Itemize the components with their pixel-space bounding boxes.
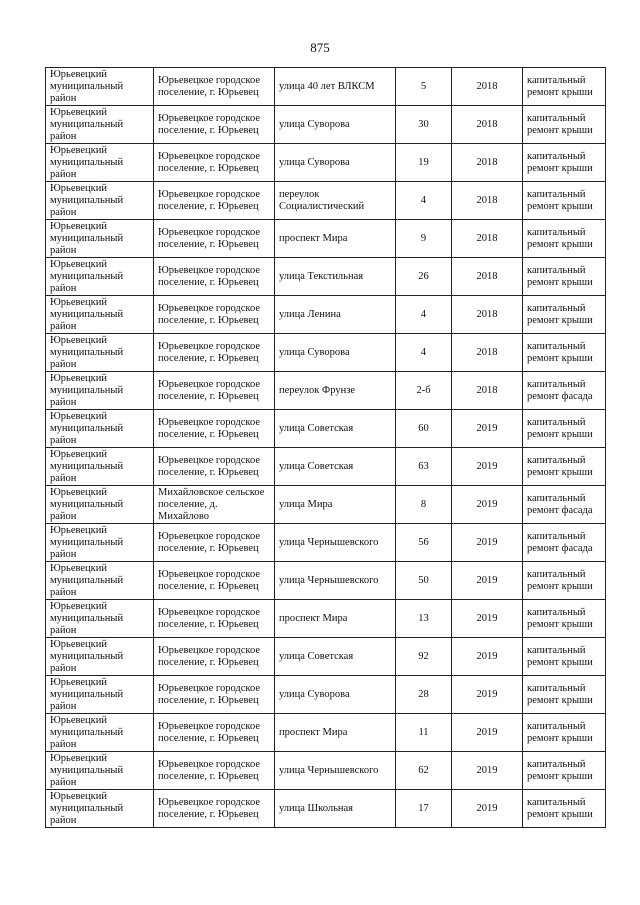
- house-number-cell: 50: [396, 562, 452, 600]
- municipality-cell: Юрьевецкий муниципальный район: [46, 334, 154, 372]
- work-type-cell: капитальный ремонт крыши: [523, 448, 606, 486]
- settlement-cell: Юрьевецкое городское поселение, г. Юрьевец: [154, 638, 275, 676]
- year-cell: 2018: [452, 334, 523, 372]
- street-cell: улица Советская: [275, 638, 396, 676]
- work-type-cell: капитальный ремонт фасада: [523, 486, 606, 524]
- table-row: [46, 410, 606, 448]
- settlement-cell: Юрьевецкое городское поселение, г. Юрьевец: [154, 752, 275, 790]
- house-number-cell: 62: [396, 752, 452, 790]
- street-cell: улица Ленина: [275, 296, 396, 334]
- municipality-cell: Юрьевецкий муниципальный район: [46, 600, 154, 638]
- house-number-cell: 2-б: [396, 372, 452, 410]
- street-cell: улица Советская: [275, 448, 396, 486]
- settlement-cell: Юрьевецкое городское поселение, г. Юрьевец: [154, 334, 275, 372]
- table-row: [46, 334, 606, 372]
- settlement-cell: Юрьевецкое городское поселение, г. Юрьевец: [154, 372, 275, 410]
- municipality-cell: Юрьевецкий муниципальный район: [46, 296, 154, 334]
- work-type-cell: капитальный ремонт крыши: [523, 296, 606, 334]
- table-row: [46, 524, 606, 562]
- table-row: [46, 790, 606, 828]
- house-number-cell: 4: [396, 182, 452, 220]
- work-type-cell: капитальный ремонт фасада: [523, 372, 606, 410]
- work-type-cell: капитальный ремонт крыши: [523, 220, 606, 258]
- municipality-cell: Юрьевецкий муниципальный район: [46, 372, 154, 410]
- settlement-cell: Юрьевецкое городское поселение, г. Юрьевец: [154, 448, 275, 486]
- table-body: [46, 68, 606, 828]
- work-type-cell: капитальный ремонт крыши: [523, 410, 606, 448]
- street-cell: проспект Мира: [275, 714, 396, 752]
- municipality-cell: Юрьевецкий муниципальный район: [46, 220, 154, 258]
- house-number-cell: 5: [396, 68, 452, 106]
- year-cell: 2018: [452, 68, 523, 106]
- year-cell: 2019: [452, 638, 523, 676]
- settlement-cell: Юрьевецкое городское поселение, г. Юрьевец: [154, 600, 275, 638]
- settlement-cell: Юрьевецкое городское поселение, г. Юрьевец: [154, 562, 275, 600]
- house-number-cell: 19: [396, 144, 452, 182]
- street-cell: улица Суворова: [275, 106, 396, 144]
- street-cell: переулок Социалистический: [275, 182, 396, 220]
- street-cell: улица Советская: [275, 410, 396, 448]
- street-cell: улица Суворова: [275, 334, 396, 372]
- house-number-cell: 63: [396, 448, 452, 486]
- municipality-cell: Юрьевецкий муниципальный район: [46, 752, 154, 790]
- settlement-cell: Юрьевецкое городское поселение, г. Юрьевец: [154, 676, 275, 714]
- work-type-cell: капитальный ремонт крыши: [523, 600, 606, 638]
- municipality-cell: Юрьевецкий муниципальный район: [46, 676, 154, 714]
- table-row: [46, 68, 606, 106]
- house-number-cell: 4: [396, 334, 452, 372]
- settlement-cell: Юрьевецкое городское поселение, г. Юрьевец: [154, 220, 275, 258]
- table-row: [46, 448, 606, 486]
- street-cell: улица Суворова: [275, 144, 396, 182]
- settlement-cell: Юрьевецкое городское поселение, г. Юрьевец: [154, 410, 275, 448]
- house-number-cell: 8: [396, 486, 452, 524]
- municipality-cell: Юрьевецкий муниципальный район: [46, 714, 154, 752]
- street-cell: улица Чернышевского: [275, 524, 396, 562]
- settlement-cell: Юрьевецкое городское поселение, г. Юрьевец: [154, 106, 275, 144]
- work-type-cell: капитальный ремонт крыши: [523, 144, 606, 182]
- work-type-cell: капитальный ремонт крыши: [523, 676, 606, 714]
- house-number-cell: 4: [396, 296, 452, 334]
- street-cell: проспект Мира: [275, 220, 396, 258]
- work-type-cell: капитальный ремонт крыши: [523, 790, 606, 828]
- year-cell: 2018: [452, 182, 523, 220]
- table-row: [46, 714, 606, 752]
- house-number-cell: 28: [396, 676, 452, 714]
- year-cell: 2019: [452, 790, 523, 828]
- municipality-cell: Юрьевецкий муниципальный район: [46, 790, 154, 828]
- settlement-cell: Юрьевецкое городское поселение, г. Юрьевец: [154, 296, 275, 334]
- municipality-cell: Юрьевецкий муниципальный район: [46, 68, 154, 106]
- settlement-cell: Юрьевецкое городское поселение, г. Юрьевец: [154, 790, 275, 828]
- year-cell: 2019: [452, 676, 523, 714]
- street-cell: улица Чернышевского: [275, 752, 396, 790]
- municipality-cell: Юрьевецкий муниципальный район: [46, 524, 154, 562]
- street-cell: улица Текстильная: [275, 258, 396, 296]
- year-cell: 2018: [452, 258, 523, 296]
- municipality-cell: Юрьевецкий муниципальный район: [46, 448, 154, 486]
- house-number-cell: 17: [396, 790, 452, 828]
- work-type-cell: капитальный ремонт крыши: [523, 562, 606, 600]
- year-cell: 2019: [452, 600, 523, 638]
- street-cell: улица Чернышевского: [275, 562, 396, 600]
- table-row: [46, 600, 606, 638]
- repair-schedule-table: [45, 67, 606, 828]
- work-type-cell: капитальный ремонт крыши: [523, 68, 606, 106]
- house-number-cell: 30: [396, 106, 452, 144]
- municipality-cell: Юрьевецкий муниципальный район: [46, 182, 154, 220]
- settlement-cell: Юрьевецкое городское поселение, г. Юрьевец: [154, 714, 275, 752]
- year-cell: 2019: [452, 524, 523, 562]
- municipality-cell: Юрьевецкий муниципальный район: [46, 410, 154, 448]
- street-cell: переулок Фрунзе: [275, 372, 396, 410]
- table-row: [46, 258, 606, 296]
- table-row: [46, 182, 606, 220]
- municipality-cell: Юрьевецкий муниципальный район: [46, 144, 154, 182]
- year-cell: 2018: [452, 106, 523, 144]
- work-type-cell: капитальный ремонт крыши: [523, 334, 606, 372]
- work-type-cell: капитальный ремонт крыши: [523, 752, 606, 790]
- table-row: [46, 486, 606, 524]
- municipality-cell: Юрьевецкий муниципальный район: [46, 562, 154, 600]
- year-cell: 2018: [452, 220, 523, 258]
- house-number-cell: 56: [396, 524, 452, 562]
- municipality-cell: Юрьевецкий муниципальный район: [46, 106, 154, 144]
- table-row: [46, 144, 606, 182]
- year-cell: 2019: [452, 448, 523, 486]
- settlement-cell: Юрьевецкое городское поселение, г. Юрьевец: [154, 144, 275, 182]
- municipality-cell: Юрьевецкий муниципальный район: [46, 638, 154, 676]
- settlement-cell: Юрьевецкое городское поселение, г. Юрьевец: [154, 258, 275, 296]
- settlement-cell: Юрьевецкое городское поселение, г. Юрьевец: [154, 68, 275, 106]
- page-number: 875: [310, 40, 330, 55]
- year-cell: 2018: [452, 144, 523, 182]
- table-row: [46, 562, 606, 600]
- work-type-cell: капитальный ремонт крыши: [523, 638, 606, 676]
- year-cell: 2019: [452, 410, 523, 448]
- table-row: [46, 296, 606, 334]
- work-type-cell: капитальный ремонт фасада: [523, 524, 606, 562]
- year-cell: 2019: [452, 562, 523, 600]
- settlement-cell: Михайловское сельское поселение, д. Михайлово: [154, 486, 275, 524]
- work-type-cell: капитальный ремонт крыши: [523, 106, 606, 144]
- table-row: [46, 372, 606, 410]
- house-number-cell: 9: [396, 220, 452, 258]
- municipality-cell: Юрьевецкий муниципальный район: [46, 258, 154, 296]
- house-number-cell: 26: [396, 258, 452, 296]
- house-number-cell: 60: [396, 410, 452, 448]
- table-row: [46, 676, 606, 714]
- house-number-cell: 13: [396, 600, 452, 638]
- street-cell: улица Суворова: [275, 676, 396, 714]
- year-cell: 2019: [452, 714, 523, 752]
- street-cell: улица 40 лет ВЛКСМ: [275, 68, 396, 106]
- street-cell: проспект Мира: [275, 600, 396, 638]
- year-cell: 2018: [452, 296, 523, 334]
- year-cell: 2019: [452, 752, 523, 790]
- street-cell: улица Школьная: [275, 790, 396, 828]
- year-cell: 2019: [452, 486, 523, 524]
- table-row: [46, 752, 606, 790]
- work-type-cell: капитальный ремонт крыши: [523, 182, 606, 220]
- year-cell: 2018: [452, 372, 523, 410]
- work-type-cell: капитальный ремонт крыши: [523, 258, 606, 296]
- table-row: [46, 638, 606, 676]
- house-number-cell: 92: [396, 638, 452, 676]
- table-row: [46, 220, 606, 258]
- table-row: [46, 106, 606, 144]
- settlement-cell: Юрьевецкое городское поселение, г. Юрьевец: [154, 182, 275, 220]
- house-number-cell: 11: [396, 714, 452, 752]
- settlement-cell: Юрьевецкое городское поселение, г. Юрьевец: [154, 524, 275, 562]
- street-cell: улица Мира: [275, 486, 396, 524]
- municipality-cell: Юрьевецкий муниципальный район: [46, 486, 154, 524]
- work-type-cell: капитальный ремонт крыши: [523, 714, 606, 752]
